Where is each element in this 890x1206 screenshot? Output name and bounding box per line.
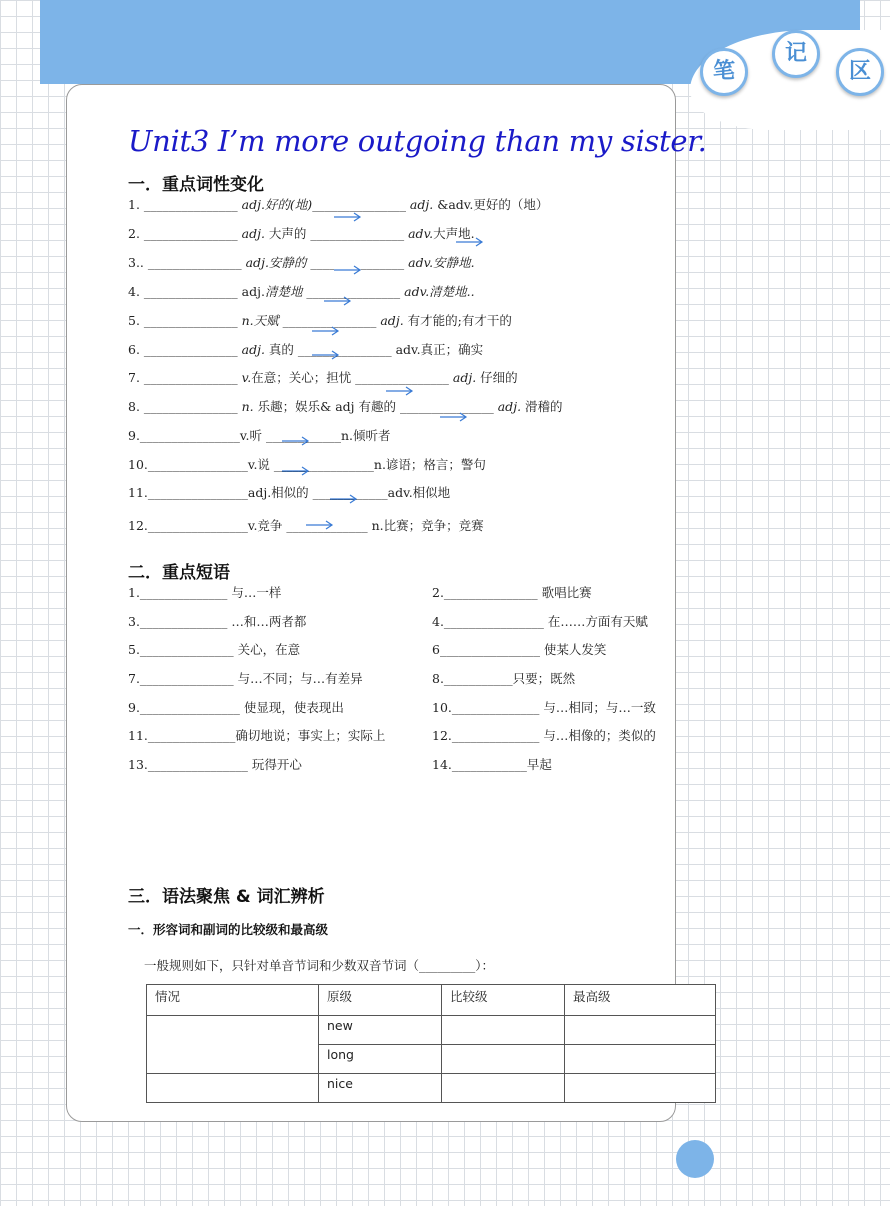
word-form-part: adj. [409, 197, 434, 212]
word-form-part: ________________n.谚语；格言；警句 [269, 457, 486, 472]
arrow-icon [386, 386, 414, 396]
word-form-line [128, 195, 548, 213]
phrase-item: 11.______________确切地说；事实上；实际上 [128, 728, 386, 743]
table-row [147, 1074, 716, 1103]
word-form-part: adv.清楚地.. [404, 284, 475, 299]
arrow-icon [282, 466, 310, 476]
word-form-part: ____________n.倾听者 [261, 428, 391, 443]
word-form-part: 4. _______________ adj. [128, 284, 265, 299]
arrow-icon [440, 412, 468, 422]
word-form-part: adv.安静地. [408, 255, 475, 270]
word-form-part: _______________ [306, 255, 409, 270]
word-form-line [128, 368, 518, 386]
word-form-part: 真的 _______________ adv.真正；确实 [264, 342, 484, 357]
phrase-item: 9.________________ 使显现，使表现出 [128, 700, 344, 715]
section3-subheading: 一．形容词和副词的比较级和最高级 [128, 922, 329, 937]
word-form-line [128, 483, 450, 501]
word-form-part: &adv.更好的（地） [433, 197, 549, 212]
arrow-icon [334, 265, 362, 275]
phrase-item: 4.________________ 在……方面有天赋 [432, 614, 648, 629]
table-cell: long [319, 1045, 442, 1074]
phrase-item: 8.___________只要；既然 [432, 671, 576, 686]
word-form-part: adj. [380, 313, 404, 328]
phrase-item: 3.______________ …和…两者都 [128, 614, 307, 629]
word-form-part: _______________ [302, 284, 405, 299]
arrow-icon [312, 350, 340, 360]
table-cell: nice [319, 1074, 442, 1103]
arrow-icon [334, 212, 362, 222]
word-form-part: v. [241, 370, 252, 385]
grammar-table [146, 984, 716, 1103]
table-cell[interactable] [565, 1045, 716, 1074]
table-header-cell: 情况 [147, 985, 319, 1016]
word-form-part: adj. [452, 370, 477, 385]
word-form-part: adj.好的(地) [241, 197, 313, 212]
word-form-part: 12.________________v.竞争 [128, 518, 283, 533]
word-form-part: 大声的 _______________ [264, 226, 409, 241]
phrase-item: 13.________________ 玩得开心 [128, 757, 302, 772]
word-form-part: 11.________________adj.相似的 [128, 485, 309, 500]
phrase-item: 7._______________ 与…不同；与…有差异 [128, 671, 363, 686]
word-form-part: 清楚地 [264, 284, 303, 299]
word-form-part: adj. [241, 226, 265, 241]
word-form-part: _______________ [278, 313, 381, 328]
word-form-part: adj.安静的 [245, 255, 307, 270]
arrow-icon [456, 237, 484, 247]
phrase-item: 10.______________ 与…相同；与…一致 [432, 700, 656, 715]
phrase-item: 5._______________ 关心，在意 [128, 642, 301, 657]
table-header-cell: 原级 [319, 985, 442, 1016]
page-title: Unit3 I’m more outgoing than my sister. [128, 124, 707, 158]
word-form-part: 仔细的 [476, 370, 518, 385]
word-form-part: 5. _______________ [128, 313, 242, 328]
note-badge-1: 笔 [700, 48, 748, 96]
note-badge-2: 记 [772, 30, 820, 78]
word-form-part: adv. [408, 226, 434, 241]
word-form-part: 7. _______________ [128, 370, 242, 385]
section1-heading: 一．重点词性变化 [128, 175, 264, 195]
table-header-cell: 最高级 [565, 985, 716, 1016]
word-form-part: 3.. _______________ [128, 255, 246, 270]
section3-heading: 三．语法聚焦 & 词汇辨析 [128, 887, 325, 907]
word-form-part: n. [241, 399, 254, 414]
table-header-row [147, 985, 716, 1016]
phrase-item: 6________________ 使某人发笑 [432, 642, 607, 657]
word-form-part: 8. _______________ [128, 399, 242, 414]
word-form-line [128, 340, 483, 358]
table-cell[interactable] [442, 1045, 565, 1074]
word-form-line [128, 282, 475, 300]
table-cell: new [319, 1016, 442, 1045]
word-form-line [128, 253, 475, 271]
word-form-part: 9.________________v.听 [128, 428, 262, 443]
arrow-icon [282, 436, 310, 446]
table-row [147, 1016, 716, 1045]
word-form-part: n.天赋 [241, 313, 279, 328]
table-cell[interactable] [565, 1074, 716, 1103]
table-cell[interactable] [565, 1016, 716, 1045]
table-cell[interactable] [147, 1016, 319, 1074]
grammar-intro: 一般规则如下，只针对单音节词和少数双音节词（_________）： [144, 958, 495, 973]
word-form-part: _______________ [312, 197, 410, 212]
phrase-item: 14.____________早起 [432, 757, 552, 772]
word-form-part: 有才能的;有才干的 [403, 313, 512, 328]
phrase-item: 2._______________ 歌唱比赛 [432, 585, 592, 600]
table-cell[interactable] [442, 1074, 565, 1103]
table-cell[interactable] [442, 1016, 565, 1045]
word-form-part: 滑稽的 [521, 399, 563, 414]
note-badge-3: 区 [836, 48, 884, 96]
arrow-icon [312, 326, 340, 336]
word-form-line [128, 426, 390, 444]
word-form-line [128, 397, 563, 415]
word-form-part: 10.________________v.说 [128, 457, 270, 472]
page-dot [676, 1140, 714, 1178]
arrow-icon [330, 494, 358, 504]
word-form-part: 乐趣；娱乐& adj 有趣的 _______________ [253, 399, 498, 414]
phrase-item: 1.______________ 与…一样 [128, 585, 282, 600]
word-form-part: ____________adv.相似地 [308, 485, 451, 500]
word-form-part: adj. [241, 342, 265, 357]
word-form-part: 2. _______________ [128, 226, 242, 241]
arrow-icon [306, 520, 334, 530]
word-form-part: 1. _______________ [128, 197, 242, 212]
word-form-part: _____________ n.比赛；竞争；竞赛 [282, 518, 484, 533]
table-header-cell: 比较级 [442, 985, 565, 1016]
word-form-part: 在意；关心；担忧 _______________ [251, 370, 453, 385]
table-cell[interactable] [147, 1074, 319, 1103]
phrase-item: 12.______________ 与…相像的；类似的 [432, 728, 656, 743]
word-form-part: adj. [497, 399, 522, 414]
arrow-icon [324, 296, 352, 306]
word-form-part: 6. _______________ [128, 342, 242, 357]
word-form-part: 大声地. [433, 226, 475, 241]
word-form-line [128, 224, 475, 242]
section2-heading: 二．重点短语 [128, 563, 230, 583]
